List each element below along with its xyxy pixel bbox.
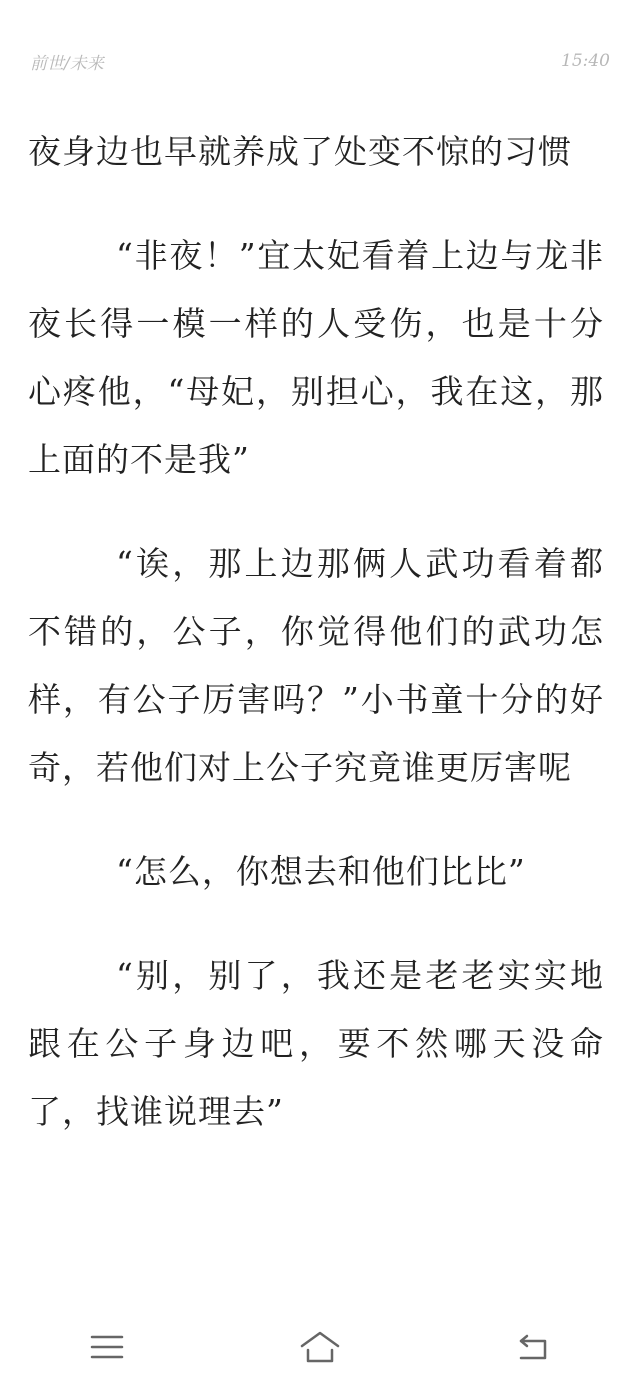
paragraph-1: 夜身边也早就养成了处变不惊的习惯 xyxy=(28,132,572,171)
reader-content[interactable] xyxy=(28,118,604,1182)
navigation-bar xyxy=(0,1307,640,1387)
chapter-title: 前世/未来 xyxy=(30,53,104,74)
home-icon xyxy=(298,1330,342,1364)
menu-button[interactable] xyxy=(67,1317,147,1377)
clock: 15:40 xyxy=(561,51,610,71)
paragraph-5: “别，别了，我还是老老实实地跟在公子身边吧，要不然哪天没命了，找谁说理去” xyxy=(28,956,604,1131)
back-button[interactable] xyxy=(493,1317,573,1377)
paragraph-4: “怎么，你想去和他们比比” xyxy=(116,852,526,891)
paragraph-3: “诶，那上边那俩人武功看着都不错的，公子，你觉得他们的武功怎样，有公子厉害吗？”小书童十分的好奇，若他们对上公子究竟谁更厉害呢 xyxy=(28,544,604,787)
status-header xyxy=(30,48,610,74)
paragraph-2: “非夜！”宜太妃看着上边与龙非夜长得一模一样的人受伤，也是十分心疼他，“母妃，别担心，我在这，那上面的不是我” xyxy=(28,236,604,479)
home-button[interactable] xyxy=(280,1317,360,1377)
menu-icon xyxy=(90,1333,124,1361)
back-icon xyxy=(515,1332,551,1362)
